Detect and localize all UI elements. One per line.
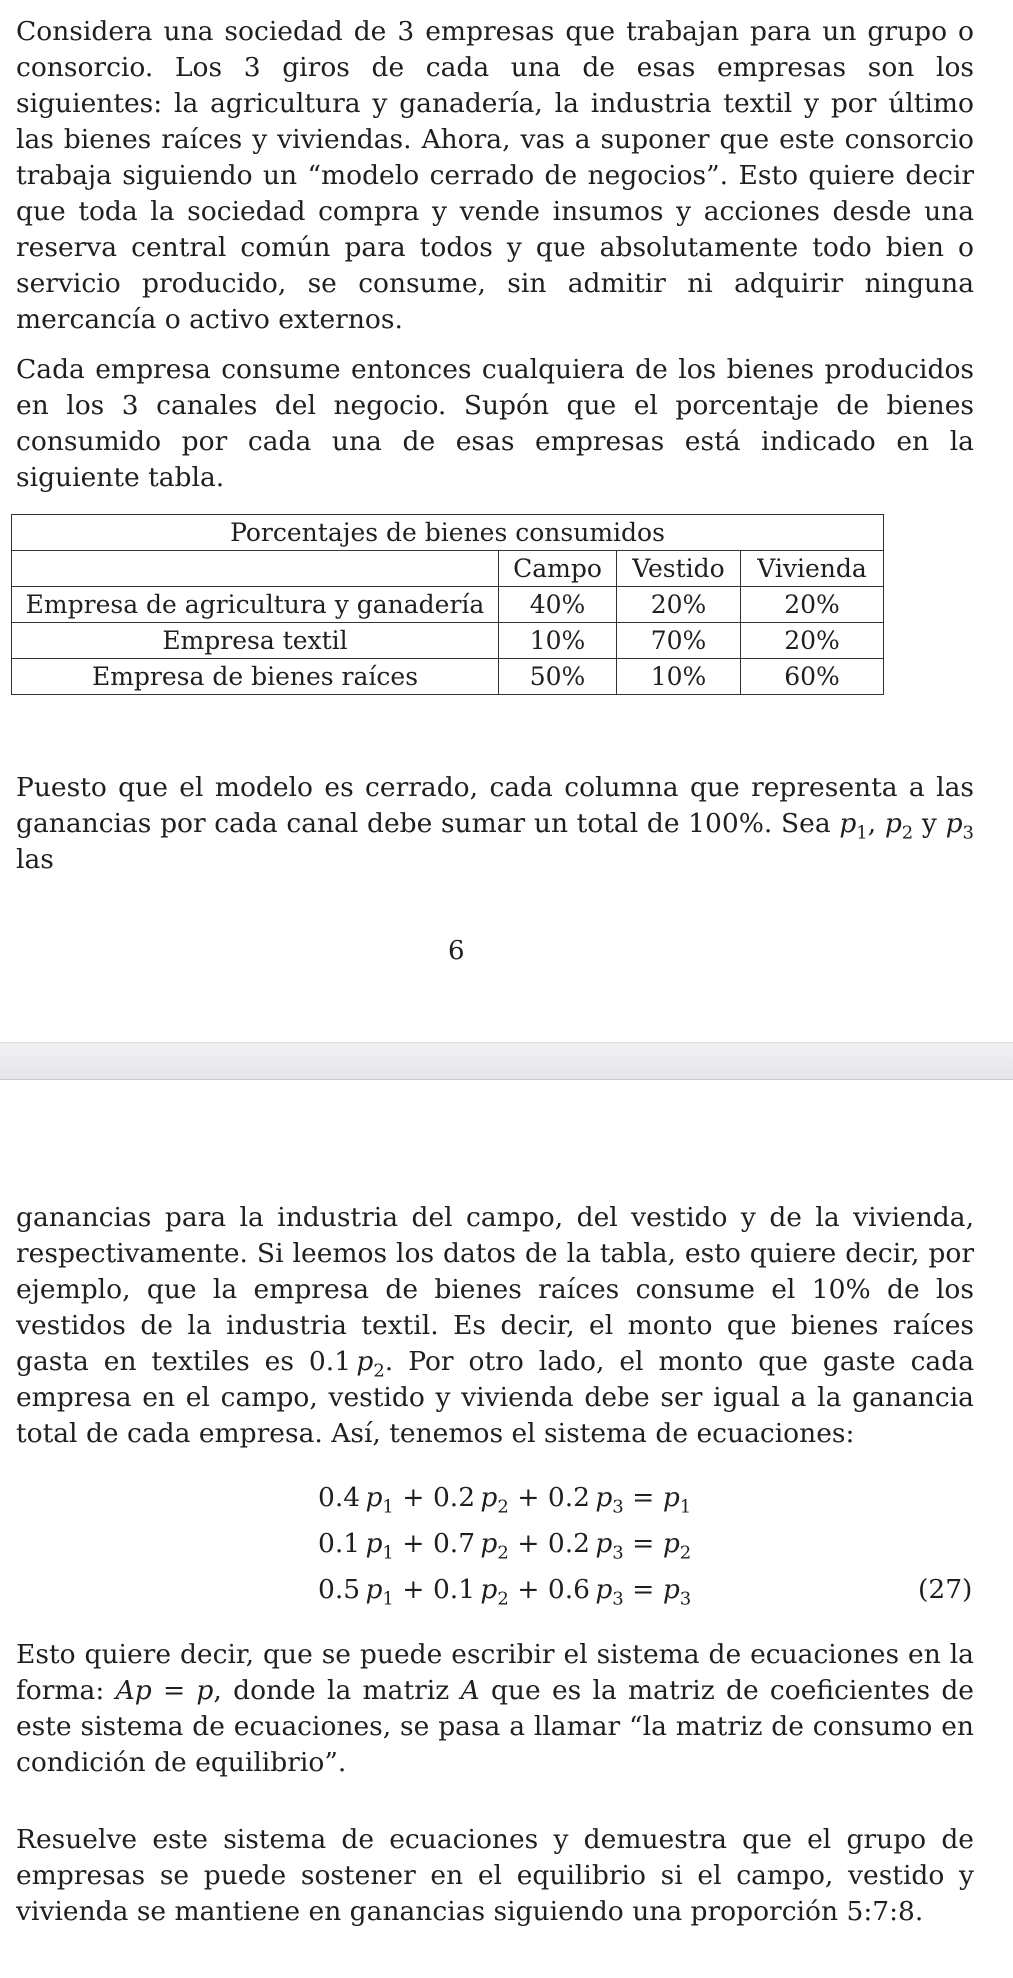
paragraph-profits-text-end: . Por otro lado, el monto que gaste cada empresa en el campo, vestido y vivienda debe ser igual a la ganancia total de cada empresa. Así, tenemos el sistema de ecuaciones: — [16, 1346, 974, 1449]
document-page-bottom — [0, 1080, 1013, 1978]
subscript: 2 — [901, 822, 914, 844]
matrix-symbol: A — [460, 1675, 480, 1706]
coefficient: 0.1 — [318, 1528, 361, 1559]
table-cell: 40% — [499, 587, 617, 623]
rhs-subscript: 3 — [679, 1588, 692, 1610]
coefficient: 0.6 — [547, 1574, 591, 1605]
coefficient: 0.2 — [432, 1482, 476, 1513]
table-header-blank — [12, 551, 499, 587]
table-cell: 10% — [499, 623, 617, 659]
paragraph-matrix-text: que es la matriz de coeficientes de este sistema de ecuaciones, se pasa a llamar “la matriz de consumo en condición de equilibrio”. — [16, 1675, 974, 1778]
table-row-label: Empresa textil — [12, 623, 499, 659]
paragraph-exercise: Resuelve este sistema de ecuaciones y demuestra que el grupo de empresas se puede sostener en el equilibrio si el campo, vestido y vivienda se mantiene en ganancias siguiendo una proporción 5:7:8. — [16, 1824, 974, 1927]
paragraph-matrix-form — [16, 1637, 974, 1781]
table-header-cell: Vivienda — [741, 551, 884, 587]
coefficient: 0.4 — [318, 1482, 361, 1513]
table-row-label: Empresa de bienes raíces — [12, 659, 499, 695]
table-cell: 20% — [617, 587, 741, 623]
coefficient: 0.5 — [318, 1574, 361, 1605]
coefficient: 0.2 — [547, 1528, 591, 1559]
table-cell: 60% — [741, 659, 884, 695]
equation-row-3: 0.5 $p_1 + 0.1$ $p_2 + 0.6$ $p_3 = p_3$ — [318, 1574, 692, 1610]
equation-row-1: 0.4 $p_1 + 0.2$ $p_2 + 0.2$ $p_3 = p_1$ — [318, 1482, 692, 1518]
table-row-label: Empresa de agricultura y ganadería — [12, 587, 499, 623]
subscript: 1 — [856, 822, 868, 844]
var-p: p — [945, 808, 963, 839]
subscript: 3 — [962, 822, 974, 844]
coefficient: 0.1 — [432, 1574, 476, 1605]
table-cell: 50% — [499, 659, 617, 695]
var-p: p — [356, 1346, 374, 1377]
table-cell: 10% — [617, 659, 741, 695]
coefficient: 0.7 — [432, 1528, 476, 1559]
table-title-row — [12, 515, 884, 551]
table-row — [12, 587, 884, 623]
var-p: p — [839, 808, 857, 839]
table-header-cell: Vestido — [617, 551, 741, 587]
page-number: 6 — [448, 936, 465, 966]
paragraph-profits — [16, 1200, 974, 1452]
paragraph-profits-text: ganancias para la industria del campo, del vestido y de la vivienda, respectivamente. Si leemos los datos de la tabla, esto quiere decir, por ejemplo, que la empresa de bienes raíces consume el 10% de los vestidos de la industria textil. Es decir, el monto que bienes raíces gasta en textiles es 0.1 — [16, 1202, 974, 1377]
var-p: p — [884, 808, 902, 839]
page-separator — [0, 1042, 1013, 1080]
table-row — [12, 659, 884, 695]
matrix-equation: Ap = p — [115, 1675, 214, 1706]
table-cell: 20% — [741, 623, 884, 659]
paragraph-matrix-text: Esto quiere decir, que se puede escribir el sistema de ecuaciones en la forma: — [16, 1639, 974, 1706]
table-cell: 20% — [741, 587, 884, 623]
conjunction: las — [16, 844, 54, 875]
subscript: 2 — [373, 1360, 385, 1382]
paragraph-intro: Considera una sociedad de 3 empresas que trabajan para un grupo o consorcio. Los 3 giros de cada una de esas empresas son los siguientes: la agricultura y ganadería, la industria textil y por último las bienes raíces y viviendas. Ahora, vas a suponer que este consorcio trabaja siguiendo un “modelo cerrado de negocios”. Esto quiere decir que toda la sociedad compra y vende insumos y acciones desde una reserva central común para todos y que absolutamente todo bien o servicio producido, se consume, sin admitir ni adquirir ninguna mercancía o activo externos. — [16, 16, 974, 335]
equation-row-2: 0.1 $p_1 + 0.7$ $p_2 + 0.2$ $p_3 = p_2$ — [318, 1528, 692, 1564]
table-header-cell: Campo — [499, 551, 617, 587]
table-title: Porcentajes de bienes consumidos — [12, 515, 884, 551]
rhs-subscript: 2 — [679, 1542, 692, 1564]
paragraph-matrix-text: , donde la matriz — [213, 1675, 450, 1706]
paragraph-closed-model-text: Puesto que el modelo es cerrado, cada columna que representa a las ganancias por cada canal debe sumar un total de 100%. Sea — [16, 772, 974, 839]
paragraph-closed-model: Puesto que el modelo es cerrado, cada columna que representa a las ganancias por cada canal debe sumar un total de 100%. Sea $p_1$, $p_2$ y $p_3$ las — [16, 772, 974, 875]
paragraph-consumption: Cada empresa consume entonces cualquiera de los bienes producidos en los 3 canales del negocio. Supón que el porcentaje de bienes consumido por cada una de esas empresas está indicado en la siguiente tabla. — [16, 354, 974, 493]
consumption-table — [11, 514, 884, 695]
rhs-subscript: 1 — [679, 1496, 692, 1518]
table-row — [12, 623, 884, 659]
table-header-row — [12, 551, 884, 587]
coefficient: 0.2 — [547, 1482, 591, 1513]
conjunction: y — [921, 808, 937, 839]
table-cell: 70% — [617, 623, 741, 659]
equation-number: (27) — [918, 1574, 973, 1605]
